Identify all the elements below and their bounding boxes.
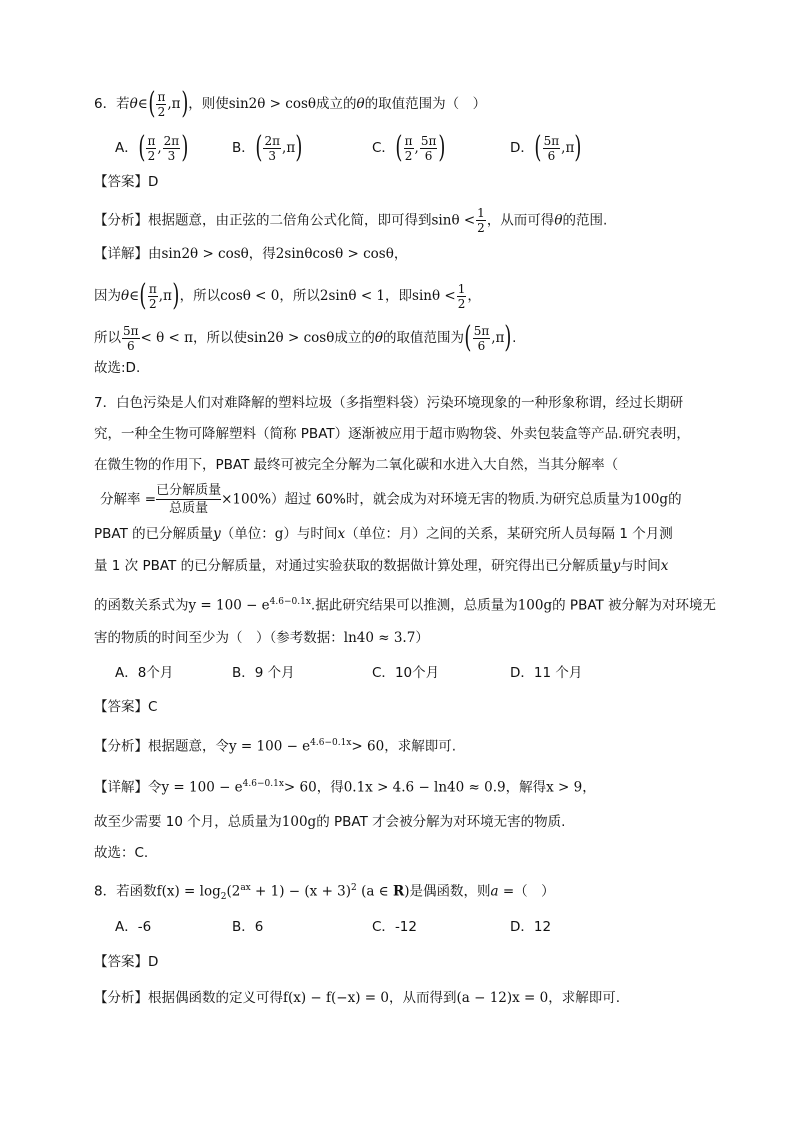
q6-detail-1: 【详解】由sin2θ > cosθ，得2sinθcosθ > cosθ， bbox=[94, 246, 408, 262]
q6-detail-2: 因为θ∈( $\frac{\pi}{2}$ ,π)，所以cosθ < 0，所以2sinθ < 1，即sinθ < $\frac{1}{2}$ ， bbox=[94, 278, 481, 313]
q7-line-7: 的函数关系式为$y = 100 - e^{4.6-0.1x}$.据此研究结果可以推测，总质量为100g的 PBAT 被分解为对环境无 bbox=[94, 597, 717, 614]
q7-choose: 故选：C. bbox=[94, 845, 149, 861]
q6-choose: 故选:D. bbox=[94, 360, 141, 376]
q8-option-d: D．12 bbox=[510, 919, 552, 935]
q6-analysis: 【分析】根据题意，由正弦的二倍角公式化简，即可得到sinθ < $\frac{1}{2}$ ，从而可得θ的范围. bbox=[94, 206, 608, 235]
q7-option-c: C．10个月 bbox=[372, 665, 440, 681]
q7-option-b: B．9 个月 bbox=[232, 665, 295, 681]
q7-line-4: 分解率 = $\frac{\text{已分解质量}}{\text{总质量}}$ ×100%）超过 60%时，就会成为对环境无害的物质.为研究总质量为100g的 bbox=[100, 483, 682, 516]
q7-detail-1: 【详解】令$y = 100 - e^{4.6-0.1x}> 60$，得0.1x > 4.6 − ln40 ≈ 0.9，解得x > 9， bbox=[94, 779, 596, 796]
q8-analysis: 【分析】根据偶函数的定义可得f(x) − f(−x) = 0，从而得到(a − 12)x = 0，求解即可. bbox=[94, 990, 621, 1006]
q7-answer: 【答案】C bbox=[94, 699, 158, 715]
q7-detail-2: 故至少需要 10 个月，总质量为100g的 PBAT 才会被分解为对环境无害的物质. bbox=[94, 814, 566, 830]
q6-stem: 6．若θ∈( $\frac{\pi}{2}$ ,π)，则使sin2θ > cosθ成立的θ的取值范围为（ ） bbox=[94, 86, 487, 121]
q7-line-2: 究，一种全生物可降解塑料（简称 PBAT）逐渐被应用于超市购物袋、外卖包装盒等产品.研究表明， bbox=[94, 426, 690, 442]
q6-option-a: A．( $\frac{\pi}{2}$ , $\frac{2\pi}{3}$ ) bbox=[115, 130, 189, 165]
q8-option-a: A．-6 bbox=[115, 919, 152, 935]
q6-answer: 【答案】D bbox=[94, 174, 159, 190]
q7-line-1: 7．白色污染是人们对难降解的塑料垃圾（多指塑料袋）污染环境现象的一种形象称谓，经过长期研 bbox=[94, 395, 684, 411]
q8-option-c: C．-12 bbox=[372, 919, 417, 935]
q6-option-b: B．( $\frac{2\pi}{3}$ ,π) bbox=[232, 130, 303, 165]
q7-line-3: 在微生物的作用下，PBAT 最终可被完全分解为二氧化碳和水进入大自然，当其分解率（ bbox=[94, 457, 619, 473]
q6-detail-3: 所以 $\frac{5\pi}{6}$ < θ < π，所以使sin2θ > cosθ成立的θ的取值范围为( $\frac{5\pi}{6}$ ,π). bbox=[94, 320, 517, 355]
q7-analysis: 【分析】根据题意，令$y = 100 - e^{4.6-0.1x}> 60$，求解即可. bbox=[94, 738, 456, 755]
q7-option-d: D．11 个月 bbox=[510, 665, 583, 681]
q7-line-5: PBAT 的已分解质量y（单位：g）与时间x（单位：月）之间的关系，某研究所人员每隔 1 个月测 bbox=[94, 526, 673, 542]
q8-stem: 8．若函数$f(x) = \log_2(2^{ax} + 1) - (x + 3)^2$ (a ∈ R)是偶函数，则a =（ ） bbox=[94, 883, 555, 903]
q7-option-a: A．8个月 bbox=[115, 665, 174, 681]
q7-line-8: 害的物质的时间至少为（ ）（参考数据：ln40 ≈ 3.7） bbox=[94, 630, 429, 646]
q8-option-b: B．6 bbox=[232, 919, 264, 935]
q6-option-c: C．( $\frac{\pi}{2}$ , $\frac{5\pi}{6}$ ) bbox=[372, 130, 446, 165]
q6-option-d: D．( $\frac{5\pi}{6}$ ,π) bbox=[510, 130, 582, 165]
q7-line-6: 量 1 次 PBAT 的已分解质量，对通过实验获取的数据做计算处理，研究得出已分解质量y与时间x bbox=[94, 558, 669, 574]
q8-answer: 【答案】D bbox=[94, 954, 159, 970]
